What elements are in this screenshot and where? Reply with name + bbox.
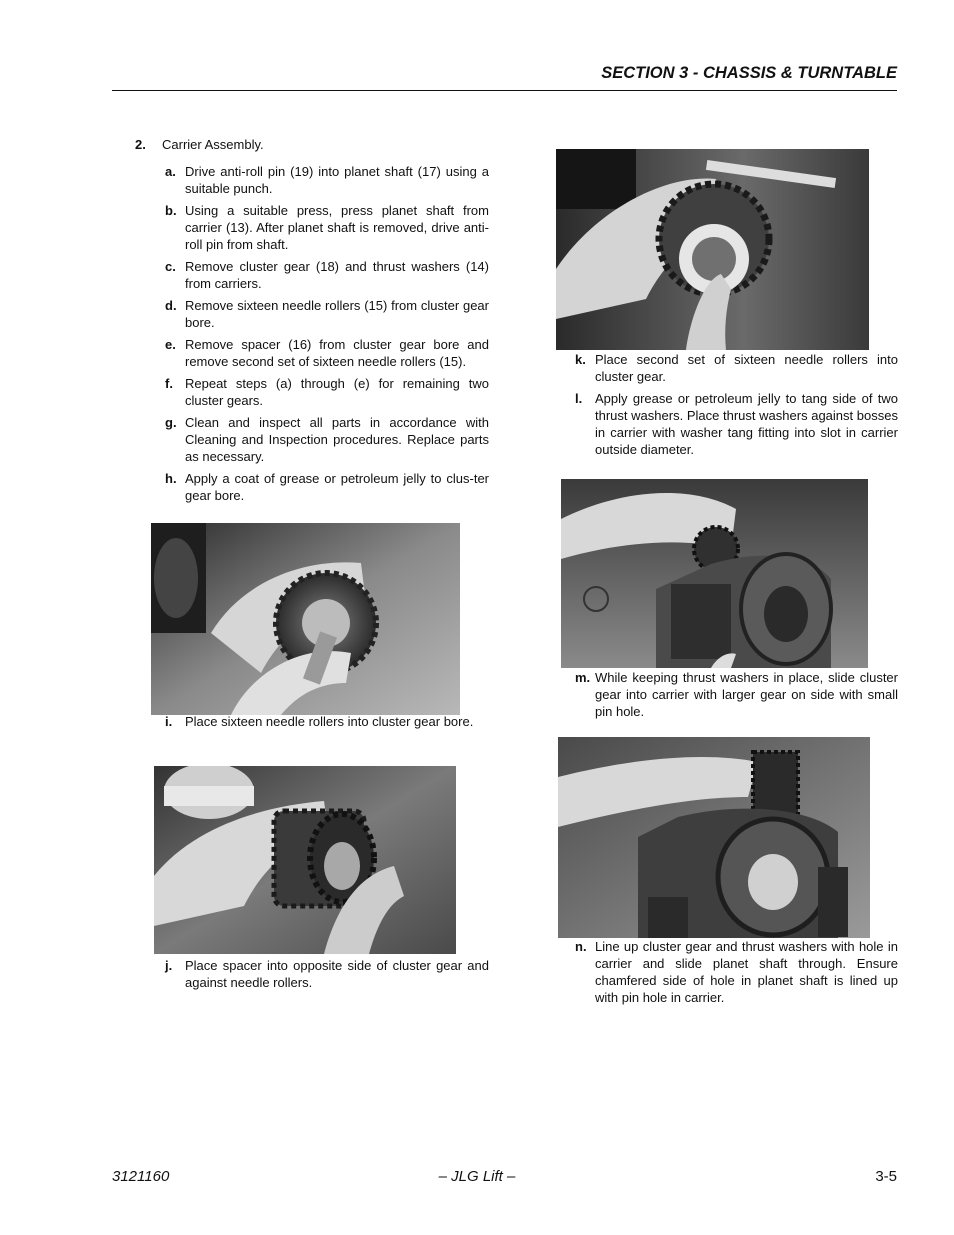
photo-needle-rollers — [151, 523, 460, 715]
caption-i: i. Place sixteen needle rollers into cluster gear bore. — [165, 714, 474, 729]
caption-j: j. Place spacer into opposite side of cluster gear and against needle rollers. — [165, 958, 489, 990]
step-heading — [135, 136, 489, 153]
list-item-d: d. Remove sixteen needle rollers (15) from cluster gear bore. — [165, 298, 489, 330]
list-item-c: c. Remove cluster gear (18) and thrust washers (14) from carriers. — [165, 259, 489, 291]
caption-l: l. Apply grease or petroleum jelly to tang side of two thrust washers. Place thrust washers against bosses in carrier with washer tang fitting into slot in carrier outside diameter. — [575, 391, 898, 457]
section-title: SECTION 3 - CHASSIS & TURNTABLE — [601, 64, 897, 82]
list-item-e: e. Remove spacer (16) from cluster gear bore and remove second set of sixteen needle rollers (15). — [165, 337, 489, 369]
caption-m: m. While keeping thrust washers in place, slide cluster gear into carrier with larger gear on side with small pin hole. — [575, 670, 898, 719]
page-number: 3-5 — [875, 1168, 897, 1185]
document-number: 3121160 — [112, 1168, 170, 1185]
step-label: Carrier Assembly. — [162, 137, 264, 152]
list-item-f: f. Repeat steps (a) through (e) for remaining two cluster gears. — [165, 376, 489, 408]
photo-cluster-gear-carrier — [561, 479, 868, 668]
photo-planet-shaft — [558, 737, 870, 938]
list-item-b: b. Using a suitable press, press planet shaft from carrier (13). After planet shaft is removed, drive anti-roll pin from shaft. — [165, 203, 489, 252]
caption-k: k. Place second set of sixteen needle rollers into cluster gear. — [575, 352, 898, 384]
photo-second-rollers — [556, 149, 869, 350]
step-number: 2. — [135, 137, 146, 152]
header-divider — [112, 90, 897, 91]
footer-brand: – JLG Lift – — [438, 1168, 516, 1185]
list-item-h: h. Apply a coat of grease or petroleum jelly to clus-ter gear bore. — [165, 471, 489, 503]
list-item-g: g. Clean and inspect all parts in accordance with Cleaning and Inspection procedures. Replace parts as necessary. — [165, 415, 489, 464]
photo-spacer — [154, 766, 456, 954]
list-item-a: a. Drive anti-roll pin (19) into planet shaft (17) using a suitable punch. — [165, 164, 489, 196]
left-column — [135, 136, 489, 509]
caption-n: n. Line up cluster gear and thrust washers with hole in carrier and slide planet shaft through. Ensure chamfered side of hole in planet shaft is lined up with pin hole in carrier. — [575, 939, 898, 1005]
